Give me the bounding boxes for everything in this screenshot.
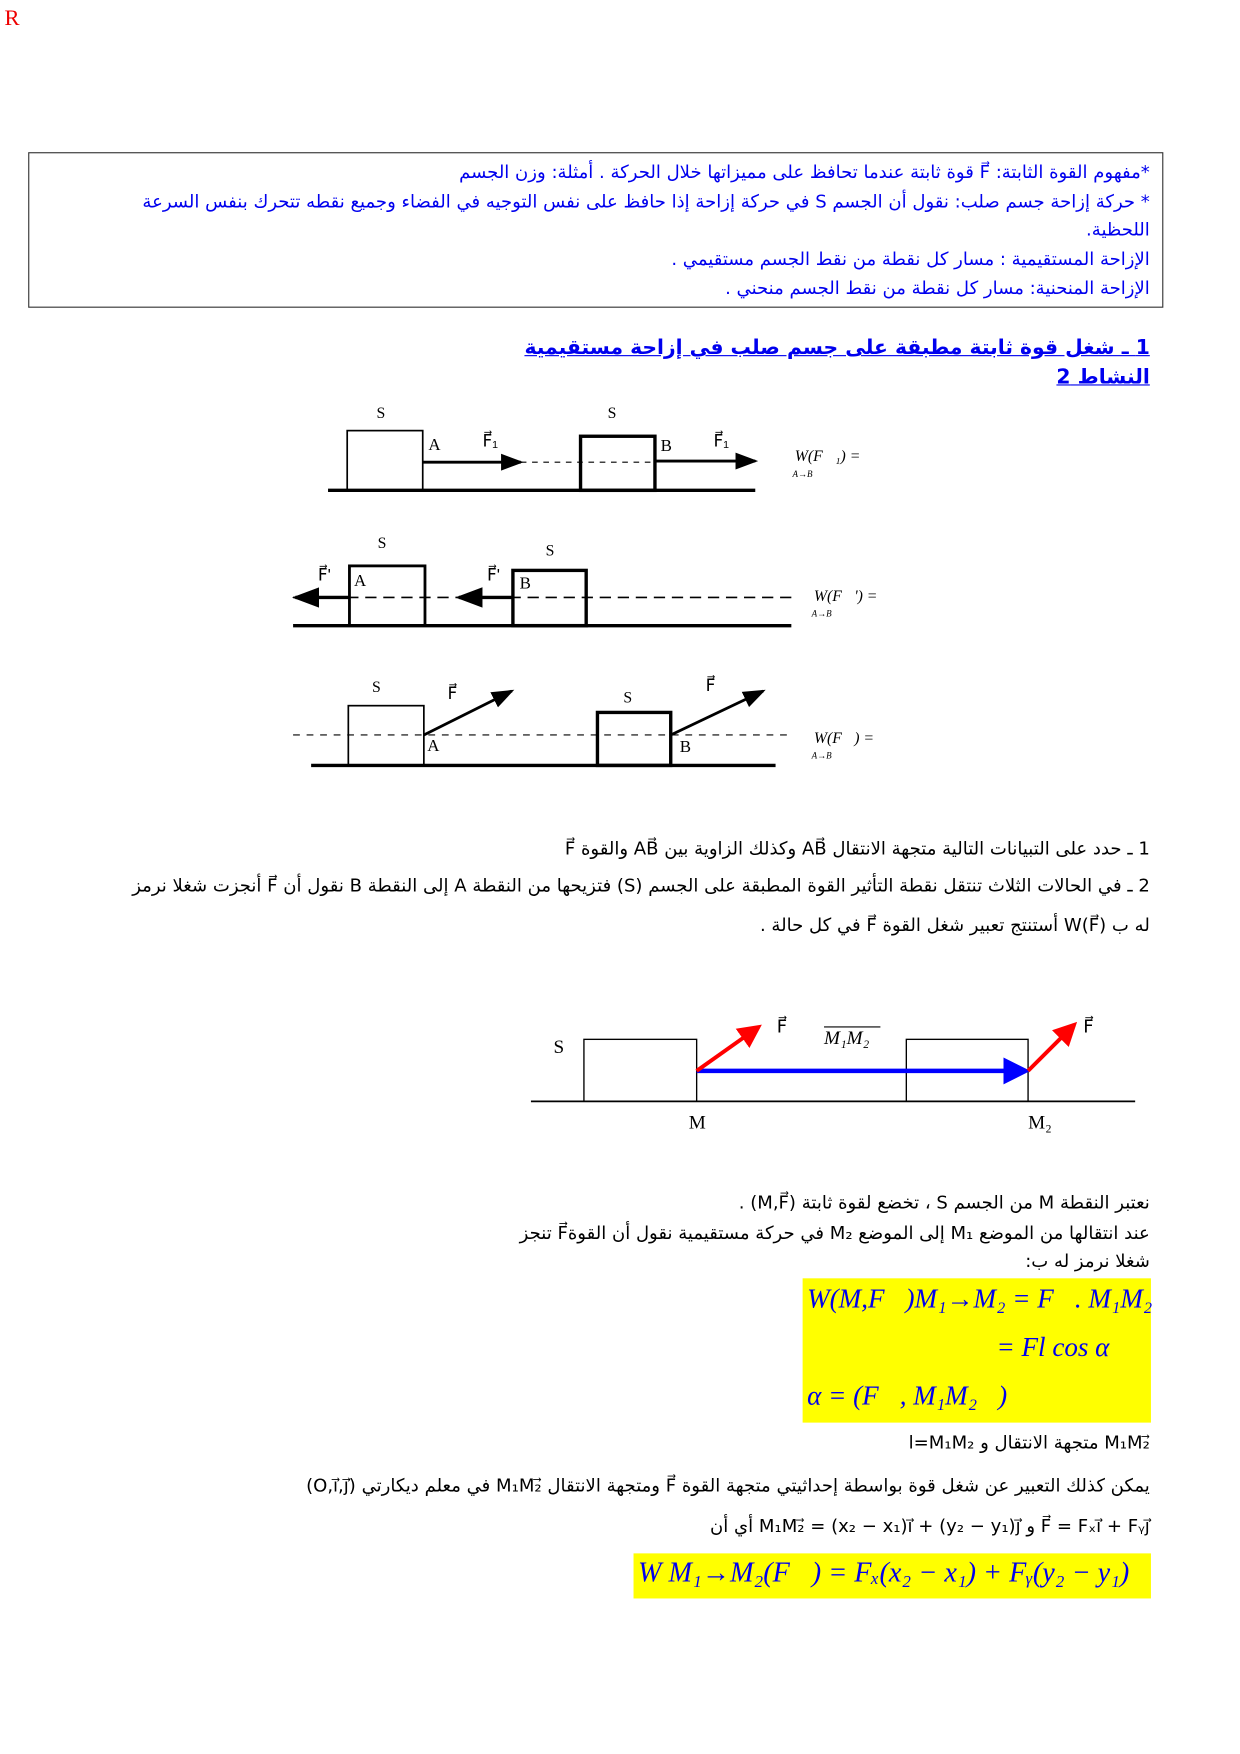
def-rectilinear: الإزاحة المستقيمية : مسار كل نقطة من نقط الجسم مستقيمي . xyxy=(671,247,1150,270)
label-a: A xyxy=(427,737,440,756)
vector-components: F⃗ = Fₓi⃗ + Fᵧj⃗ و M₁M₂⃗ = (x₂ − x₁)i⃗ + (y₂ − y₁)j⃗ أي أن xyxy=(710,1515,1150,1537)
def-curvilinear: الإزاحة المنحنية: مسار كل نقطة من نقط الجسم منحني . xyxy=(725,277,1150,299)
explanation-coordinates: يمكن كذلك التعبير عن شغل قوة بواسطة إحداثيتي متجهة القوة F⃗ ومتجهة الانتقال M₁M₂⃗ في معلم ديكارتي (O,i⃗,j⃗) xyxy=(306,1474,1150,1496)
question-2: 2 ـ في الحالات الثلاث تنتقل نقطة التأثير القوة المطبقة على الجسم (S) فتزيحها من النقطة A إلى النقطة B نقول أن F⃗ أنجزت شغلا نرمز xyxy=(132,874,1150,897)
explanation-2: عند انتقالها من الموضع M₁ إلى الموضع M₂ في حركة مستقيمية نقول أن القوةF⃗ تنجز xyxy=(519,1221,1150,1244)
label-f: F⃗ xyxy=(447,684,458,704)
explanation-3: شغلا نرمز له ب: xyxy=(1025,1250,1150,1272)
force-vector-start xyxy=(697,1027,759,1071)
work-subscript: A→B xyxy=(811,608,832,619)
work-subscript: A→B xyxy=(811,750,832,761)
label-b: B xyxy=(519,574,531,593)
label-a: A xyxy=(353,572,367,591)
label-s: S xyxy=(607,405,617,423)
label-f1: F⃗₁ xyxy=(482,431,498,451)
label-s: S xyxy=(623,689,633,707)
work-formula-coordinates: W M₁→M₂(F⃗) = Fₓ(x₂ − x₁) + Fᵧ(y₂ − y₁) xyxy=(638,1557,1130,1589)
activity-title: النشاط 2 xyxy=(1056,365,1150,389)
work-formula-dot-product: W(M,F⃗)M₁→M₂ = F⃗. M₁M₂⃗ xyxy=(807,1285,1174,1315)
label-s: S xyxy=(553,1035,565,1058)
def-translation: * حركة إزاحة جسم صلب: نقول أن الجسم S في حركة إزاحة إذا حافظ على نفس التوجيه في الفضاء وجميع نقطه تتحرك بنفس السرعة xyxy=(142,190,1150,212)
label-s: S xyxy=(376,405,386,423)
question-1: 1 ـ حدد على التبيانات التالية متجهة الانتقال AB⃗ وكذلك الزاوية بين AB⃗ والقوة F⃗ xyxy=(564,837,1150,859)
work-expression-2: W(F⃗') = xyxy=(813,588,878,606)
question-2-cont: له ب W(F⃗) أستنتج تعبير شغل القوة F⃗ في كل حالة . xyxy=(759,914,1150,936)
label-s: S xyxy=(545,543,555,561)
work-expression-1: W(F⃗₁) = xyxy=(794,448,861,466)
force-vector-end xyxy=(1028,1025,1074,1071)
label-f-prime: F⃗' xyxy=(486,565,500,586)
label-a: A xyxy=(428,436,441,455)
label-b: B xyxy=(660,437,672,456)
label-m: M xyxy=(688,1111,706,1133)
label-f: F⃗ xyxy=(776,1017,788,1038)
angle-definition: α = (F⃗, M₁M₂⃗) xyxy=(807,1382,1008,1412)
diagram-case-3 xyxy=(293,691,789,765)
label-b: B xyxy=(679,738,692,757)
diagram-case-1 xyxy=(328,431,755,491)
diagram-case-2 xyxy=(293,566,791,626)
label-s: S xyxy=(377,535,387,553)
displacement-definition: M₁M₂⃗ متجهة الانتقال و l=M₁M₂ xyxy=(908,1431,1150,1454)
label-f1: F⃗₁ xyxy=(713,431,730,451)
work-formula-cos: = Fl cos α xyxy=(996,1333,1110,1363)
corner-mark: R xyxy=(4,5,20,31)
section-title: 1 ـ شغل قوة ثابتة مطبقة على جسم صلب في إزاحة مستقيمية xyxy=(524,335,1150,360)
label-m1m2: M₁M₂ xyxy=(824,1026,870,1049)
explanation-1: نعتبر النقطة M من الجسم S ، تخضع لقوة ثابتة (M,F⃗) . xyxy=(738,1191,1150,1213)
label-f-prime: F⃗' xyxy=(317,565,331,586)
label-s: S xyxy=(371,679,381,697)
def-translation-cont: اللحظية. xyxy=(1086,218,1150,241)
work-expression-3: W(F⃗) = xyxy=(813,730,875,748)
label-m2: M₂ xyxy=(1028,1111,1052,1133)
def-constant-force: *مفهوم القوة الثابتة: F⃗ قوة ثابتة عندما تحافظ على مميزاتها خلال الحركة . أمثلة: وزن الجسم xyxy=(459,161,1150,183)
label-f: F⃗ xyxy=(1083,1017,1094,1038)
label-f: F⃗ xyxy=(705,676,716,696)
work-subscript: A→B xyxy=(792,468,813,480)
